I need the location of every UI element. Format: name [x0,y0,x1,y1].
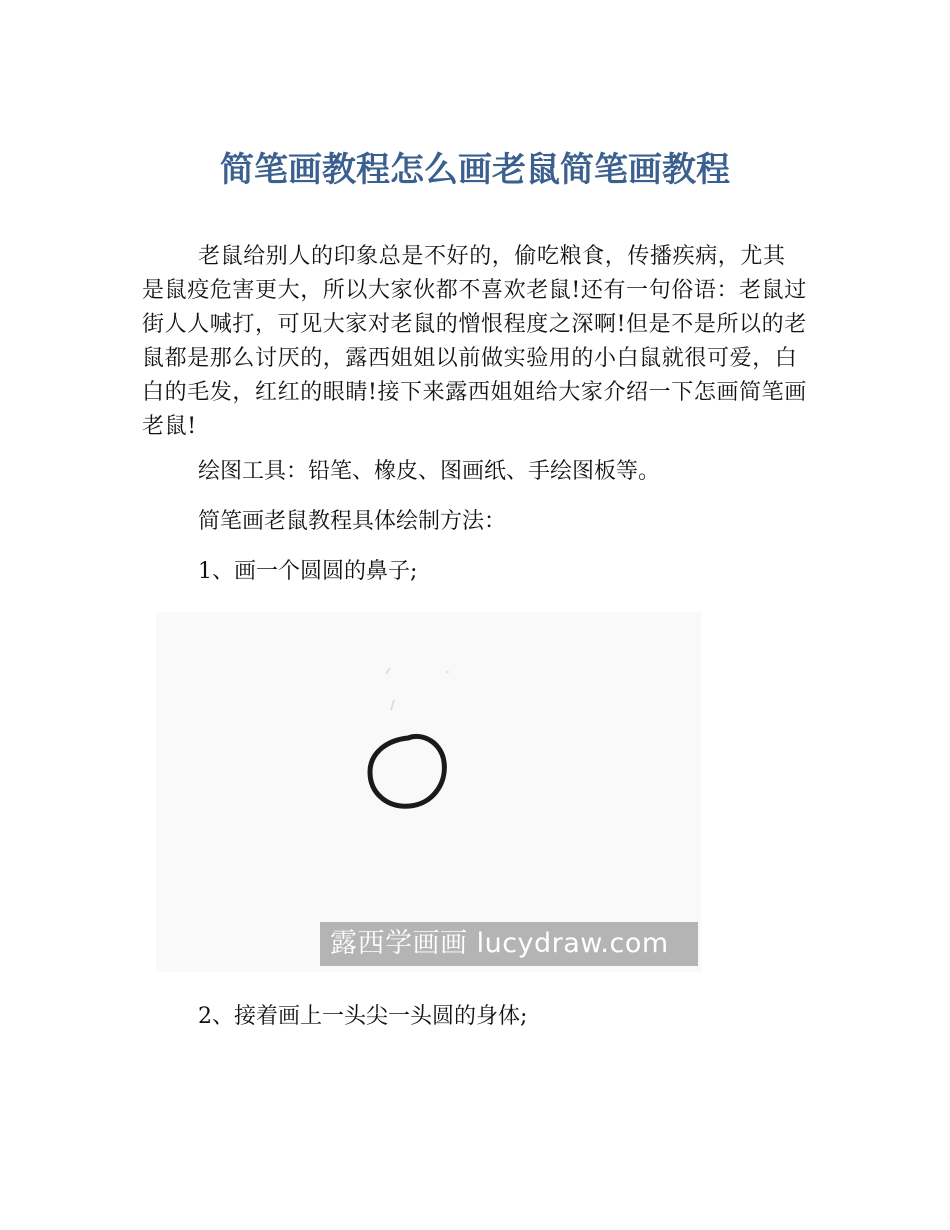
method-heading: 简笔画老鼠教程具体绘制方法： [198,509,507,534]
step-1-illustration [156,612,701,972]
watermark-text: 露西学画画 lucydraw.com [330,928,669,959]
nose-circle [370,736,444,806]
tools-paragraph: 绘图工具：铅笔、橡皮、图画纸、手绘图板等。 [198,459,661,484]
intro-paragraph: 老鼠给别人的印象总是不好的，偷吃粮食，传播疾病，尤其是鼠疫危害更大，所以大家伙都不喜欢老鼠!还有一句俗语：老鼠过街人人喊打，可见大家对老鼠的憎恨程度之深啊!但是不是所以的老鼠都是那么讨厌的，露西姐姐以前做实验用的小白鼠就很可爱，白白的毛发，红红的眼睛!接下来露西姐姐给大家介绍一下怎画简笔画老鼠! [142,244,807,439]
nose-circle-drawing [156,612,701,972]
step-1-text: 1、画一个圆圆的鼻子; [198,559,418,584]
step-2-text: 2、接着画上一头尖一头圆的身体; [198,1004,528,1029]
page-title: 简笔画教程怎么画老鼠简笔画教程 [220,150,730,190]
watermark-banner [320,922,698,966]
